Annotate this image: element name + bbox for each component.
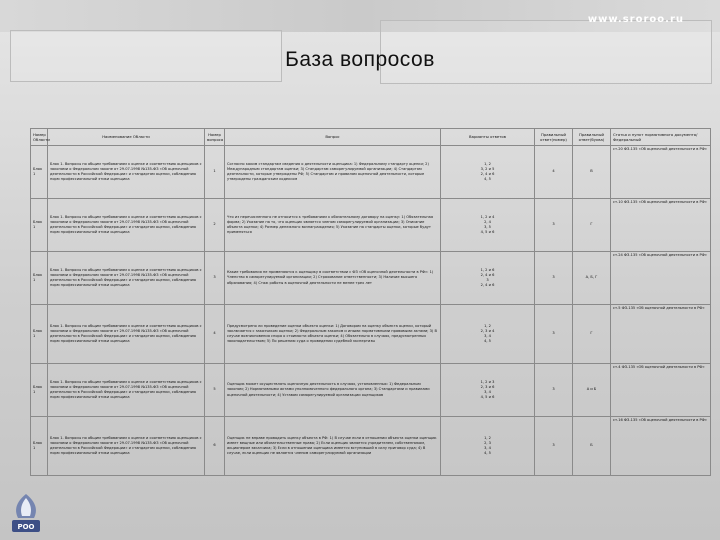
correct-letter-cell: А, Б, Г <box>573 252 611 305</box>
correct-number-cell: 3 <box>535 199 573 252</box>
table-row <box>31 146 711 199</box>
question-number-cell: 5 <box>205 364 225 417</box>
reference-cell: ст.16 ФЗ-135 «Об оценочной деятельности в РФ» <box>611 417 711 476</box>
page-title: База вопросов <box>285 48 435 71</box>
question-cell: Предусмотрено ли проведение оценки объекта оценки: 1) Договором на оценку объекта оценки, который заключается с заказчиком оценки; 2) Федеральным законом и иными нормативными правовыми актами; 3) В случае возникновения спора о стоимости объекта оценки; 4) Обязательно в случаях, предусмотренных законодательством; 5) По решению суда о проведении судебной экспертизы <box>225 305 441 364</box>
column-header: Вопрос <box>225 129 441 146</box>
question-number-cell: 4 <box>205 305 225 364</box>
correct-number-cell: 3 <box>535 364 573 417</box>
answers-cell: 1, 2 3, 2 и 5 2, 4 и 6 4, 5 <box>441 146 535 199</box>
questions-table-container <box>30 128 710 540</box>
correct-letter-cell: А и Б <box>573 364 611 417</box>
table-header-row <box>31 129 711 146</box>
answers-cell: 1, 2 2, 3 и 4 3, 4 4, 5 <box>441 305 535 364</box>
column-header: Номер вопроса <box>205 129 225 146</box>
answers-cell: 1, 2 2, 3 3, 4 4, 5 <box>441 417 535 476</box>
column-header: Наименование Области <box>48 129 205 146</box>
correct-letter-cell: Г <box>573 305 611 364</box>
site-url[interactable]: www.sroroo.ru <box>587 14 684 25</box>
area-name-cell: Блок 1. Вопросы по общим требованиям к оценке и соответствию оценщиков с законами о Федеральном законе от 29.07.1998 №135-ФЗ «Об оценочной деятельности в Российской Федерации» и стандартам оценки, соблюдению норм профессиональной этики оценщика <box>48 417 205 476</box>
correct-number-cell: 3 <box>535 417 573 476</box>
reference-cell: ст.10 ФЗ-135 «Об оценочной деятельности в РФ» <box>611 199 711 252</box>
column-header: Правильный ответ(буква) <box>573 129 611 146</box>
question-cell: Согласно каким стандартам сведения о деятельности оценщика: 1) Федеральному стандарту оценки; 2) Международным стандартам оценки; 3) Стандартам саморегулируемой организации; 4) Стандартам деятельности, которые утверждены РФ; 5) Стандартам и правилам оценочной деятельности, которые утверждены гражданским кодексом <box>225 146 441 199</box>
answers-cell: 1, 2 и 4 2, 4 3, 5 4, 5 и 6 <box>441 199 535 252</box>
column-header: Номер Области <box>31 129 48 146</box>
area-name-cell: Блок 1. Вопросы по общим требованиям к оценке и соответствию оценщиков с законами о Федеральном законе от 29.07.1998 №135-ФЗ «Об оценочной деятельности в Российской Федерации» и стандартам оценки, соблюдению норм профессиональной этики оценщика <box>48 199 205 252</box>
table-row <box>31 305 711 364</box>
roo-logo <box>6 492 46 536</box>
table-row <box>31 199 711 252</box>
table-row <box>31 252 711 305</box>
area-number-cell: Блок 1 <box>31 146 48 199</box>
correct-letter-cell: Г <box>573 199 611 252</box>
logo-text: РОО <box>17 523 35 531</box>
column-header: Статья и пункт нормативного документа/Федеральный <box>611 129 711 146</box>
area-name-cell: Блок 1. Вопросы по общим требованиям к оценке и соответствию оценщиков с законами о Федеральном законе от 29.07.1998 №135-ФЗ «Об оценочной деятельности в Российской Федерации» и стандартам оценки, соблюдению норм профессиональной этики оценщика <box>48 305 205 364</box>
questions-table <box>30 128 711 476</box>
reference-cell: ст.5 ФЗ-135 «Об оценочной деятельности в РФ» <box>611 305 711 364</box>
correct-number-cell: 4 <box>535 146 573 199</box>
table-row <box>31 417 711 476</box>
question-cell: Какие требования не применяются к оценщику в соответствии с ФЗ «Об оценочной деятельности в РФ»: 1) Членство в саморегулируемой организации; 2) Страхование ответственности; 3) Наличие высшего образования; 4) Стаж работы в оценочной деятельности не менее трех лет <box>225 252 441 305</box>
question-cell: Оценщик не вправе проводить оценку объекта в РФ: 1) В случае если в отношении объекта оценки оценщик имеет вещные или обязательственные права; 2) Если оценщик является учредителем, собственником, акционером заказчика; 3) Если в отношении оценщика имеется вступивший в силу приговор суда; 4) В случае, если оценщик не является членом саморегулируемой организации <box>225 417 441 476</box>
area-number-cell: Блок 1 <box>31 252 48 305</box>
area-number-cell: Блок 1 <box>31 417 48 476</box>
reference-cell: ст.4 ФЗ-135 «Об оценочной деятельности в РФ» <box>611 364 711 417</box>
question-number-cell: 2 <box>205 199 225 252</box>
answers-cell: 1, 2 и 3 2, 3 и 6 3, 4 4, 5 и 6 <box>441 364 535 417</box>
area-number-cell: Блок 1 <box>31 364 48 417</box>
area-name-cell: Блок 1. Вопросы по общим требованиям к оценке и соответствию оценщиков с законами о Федеральном законе от 29.07.1998 №135-ФЗ «Об оценочной деятельности в Российской Федерации» и стандартам оценки, соблюдению норм профессиональной этики оценщика <box>48 146 205 199</box>
correct-number-cell: 3 <box>535 305 573 364</box>
answers-cell: 1, 2 и 6 2, 4 и 6 3 2, 4 и 6 <box>441 252 535 305</box>
area-number-cell: Блок 1 <box>31 305 48 364</box>
area-name-cell: Блок 1. Вопросы по общим требованиям к оценке и соответствию оценщиков с законами о Федеральном законе от 29.07.1998 №135-ФЗ «Об оценочной деятельности в Российской Федерации» и стандартам оценки, соблюдению норм профессиональной этики оценщика <box>48 252 205 305</box>
column-header: Варианты ответов <box>441 129 535 146</box>
question-cell: Оценщик может осуществлять оценочную деятельность в случаях, установленных: 1) Федеральным законом; 2) Нормативными актами уполномоченного федерального органа; 3) Стандартами и правилами оценочной деятельности; 4) Уставом саморегулируемой организации оценщиков <box>225 364 441 417</box>
column-header: Правильный ответ(номер) <box>535 129 573 146</box>
question-number-cell: 6 <box>205 417 225 476</box>
area-number-cell: Блок 1 <box>31 199 48 252</box>
area-name-cell: Блок 1. Вопросы по общим требованиям к оценке и соответствию оценщиков с законами о Федеральном законе от 29.07.1998 №135-ФЗ «Об оценочной деятельности в Российской Федерации» и стандартам оценки, соблюдению норм профессиональной этики оценщика <box>48 364 205 417</box>
question-number-cell: 3 <box>205 252 225 305</box>
reference-cell: ст.20 ФЗ-135 «Об оценочной деятельности в РФ» <box>611 146 711 199</box>
correct-letter-cell: Б <box>573 417 611 476</box>
correct-letter-cell: В <box>573 146 611 199</box>
reference-cell: ст.24 ФЗ-135 «Об оценочной деятельности в РФ» <box>611 252 711 305</box>
question-number-cell: 1 <box>205 146 225 199</box>
question-cell: Что из перечисленного не относится к требованиям к обязательному договору на оценку: 1) Обязательная форма; 2) Указание на то, что оценщик является членом саморегулируемой организации; 3) Описание объекта оценки; 4) Размер денежного вознаграждения; 5) Указание на стандарты оценки, которые будут применяться <box>225 199 441 252</box>
correct-number-cell: 3 <box>535 252 573 305</box>
table-row <box>31 364 711 417</box>
